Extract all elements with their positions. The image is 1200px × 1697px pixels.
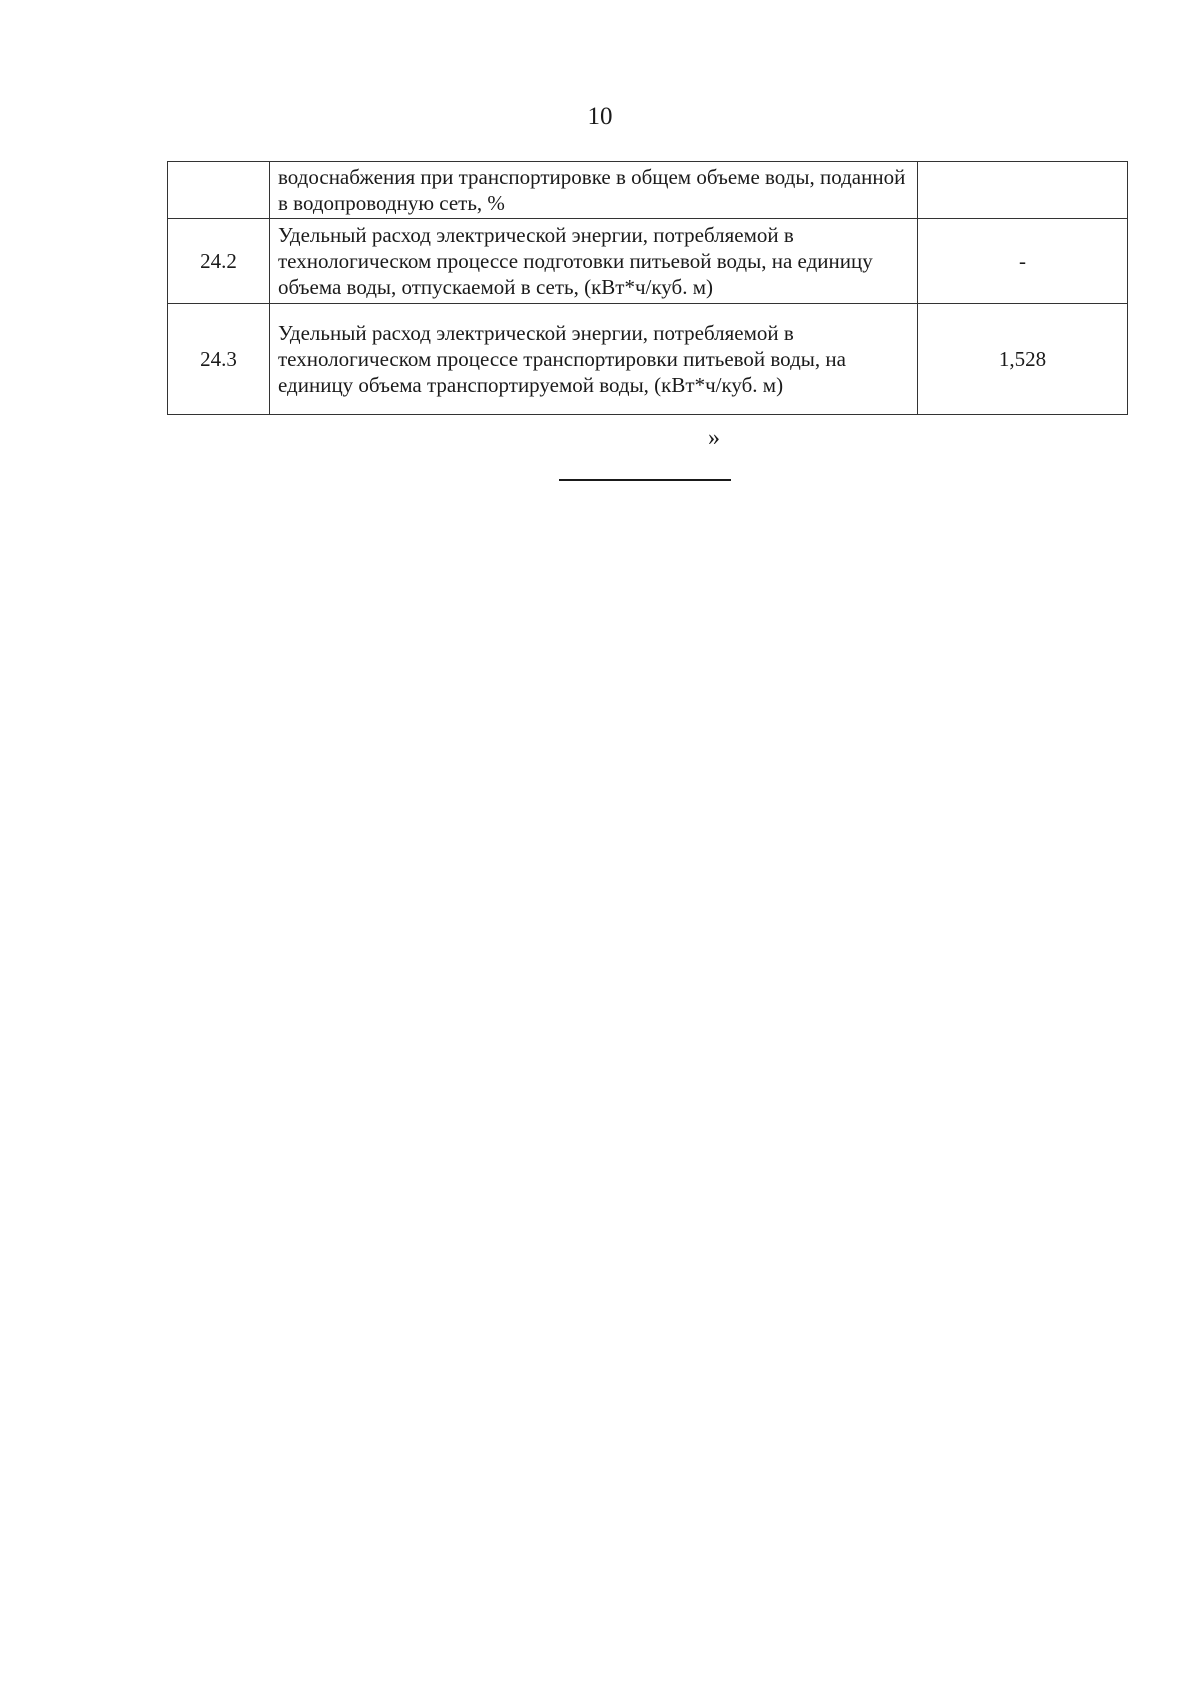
table-row [168,304,1128,415]
indicators-table [167,161,1128,415]
table-row [168,162,1128,219]
page-number: 10 [587,103,613,130]
row-value-cell: 1,528 [918,304,1128,415]
row-number-cell [168,162,270,219]
row-description-cell: Удельный расход электрической энергии, потребляемой в технологическом процессе подготовки питьевой воды, на единицу объема воды, отпускаемой в сеть, (кВт*ч/куб. м) [270,219,918,304]
row-description-cell: Удельный расход электрической энергии, потребляемой в технологическом процессе транспортировки питьевой воды, на единицу объема транспортируемой воды, (кВт*ч/куб. м) [270,304,918,415]
end-rule [559,479,731,481]
row-number-cell: 24.3 [168,304,270,415]
closing-quote: » [708,425,720,451]
row-value-cell: - [918,219,1128,304]
row-number-cell: 24.2 [168,219,270,304]
row-description-cell: водоснабжения при транспортировке в общем объеме воды, поданной в водопроводную сеть, % [270,162,918,219]
table-row [168,219,1128,304]
row-value-cell [918,162,1128,219]
